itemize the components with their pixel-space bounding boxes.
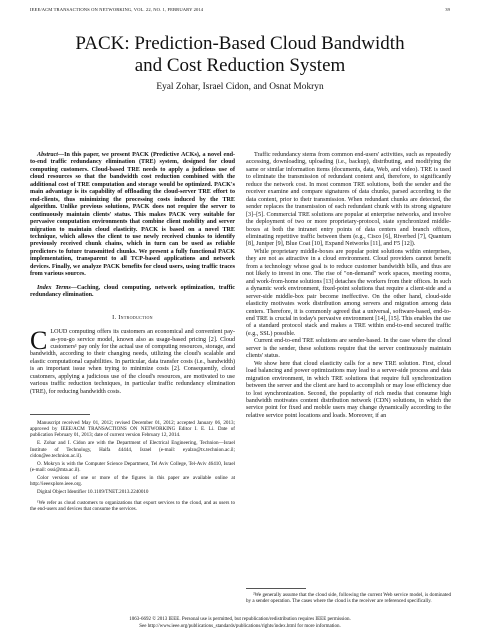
copyright-line: 1063-6692 © 2013 IEEE. Personal use is permitted, but republication/redistribution requires IEEE permission.: [129, 617, 351, 622]
index-terms-text: Caching, cloud computing, network optimization, traffic redundancy elimination.: [30, 284, 235, 299]
copyright-footer: [30, 616, 450, 630]
page-number: 39: [445, 7, 450, 12]
footnote-doi: Digital Object Identifier 10.1109/TNET.2013.2240010: [37, 489, 149, 496]
index-terms-label: Index Terms—: [37, 284, 77, 291]
right-paragraph-2: While proprietary middle-boxes are popular point solutions within enterprises, they are not as attractive in a cloud environment. Cloud providers cannot benefit from a technology whose goal is to reduce customer bandwidth bills, and thus are not likely to invest in one. The rise of "on-demand" work spaces, meeting rooms, and work-from-home solutions [13] detaches the workers from their offices. In such a dynamic work environment, fixed-point solutions that require a client-side and a server-side middle-box pair become ineffective. On the other hand, cloud-side elasticity motivates work distribution among servers and migration among data centers. Therefore, it is commonly agreed that a universal, software-based, end-to-end TRE is crucial in today's pervasive environment [14], [15]. This enables the use of a standard protocol stack and makes a TRE within end-to-end secured traffic (e.g., SSL) possible.: [246, 248, 451, 337]
intro-paragraph: [30, 326, 235, 396]
author-list: Eyal Zohar, Israel Cidon, and Osnat Mokryn: [156, 82, 324, 92]
running-header: [30, 7, 450, 12]
intro-first-word: LOUD: [50, 329, 68, 336]
right-paragraph-1: Traffic redundancy stems from common end-users' activities, such as repeatedly accessing, downloading, uploading (i.e., backup), distributing, and modifying the same or similar information items (documents, data, Web, and video). TRE is used to eliminate the transmission of redundant content and, therefore, to significantly reduce the network cost. In most common TRE solutions, both the sender and the receiver examine and compare signatures of data chunks, parsed according to the data content, prior to their transmission. When redundant chunks are detected, the sender replaces the transmission of each redundant chunk with its strong signature [3]–[5]. Commercial TRE solutions are popular at enterprise networks, and involve the deployment of two or more proprietary-protocol, state synchronized middle-boxes at both the intranet entry points of data centers and branch offices, eliminating repetitive traffic between them (e.g., Cisco [6], Riverbed [7], Quantum [8], Juniper [9], Blue Coat [10], Expand Networks [11], and F5 [12]).: [246, 152, 451, 248]
right-paragraph-4: We show here that cloud elasticity calls for a new TRE solution. First, cloud load balancing and power optimizations may lead to a server-side process and data migration environment, in which TRE solutions that require full synchronization between the server and the client are hard to accomplish or may lose efficiency due to lost synchronization. Second, the popularity of rich media that consume high bandwidth motivates content distribution network (CDN) solutions, in which the service point for fixed and mobile users may change dynamically according to the relative service point locations and loads. Moreover, if an: [246, 360, 451, 419]
footnote-color: Color versions of one or more of the figures in this paper are available online at http://ieeexplore.ieee.org.: [30, 474, 235, 487]
footnote-divider: [30, 414, 90, 415]
right-column: [246, 152, 451, 420]
index-terms: [30, 285, 235, 300]
abstract: [30, 152, 235, 279]
rights-line: See http://www.ieee.org/publications_standards/publications/rights/index.html for more information.: [139, 624, 341, 629]
paper-title: [40, 33, 440, 77]
right-paragraph-3: Current end-to-end TRE solutions are sender-based. In the case where the cloud server is the sender, these solutions require that the server continuously maintain clients' status.: [246, 338, 451, 360]
footnote-cloud-customers: ¹We refer as cloud customers to organizations that export services to the cloud, and as users to the end-users and devices that consume the services.: [30, 500, 235, 513]
footnote-manuscript: Manuscript received May 01, 2012; revised December 01, 2012; accepted January 06, 2013; approved by IEEE/ACM TRANSACTIONS ON NETWORKING Editor I. E. Li. Date of publication February 01, 2013; date of current version February 12, 2014.: [30, 420, 235, 439]
footnote-sender-assumption: ²We generally assume that the cloud side, following the current Web service model, is dominated by a sender operation. The cases where the cloud is the receiver are referenced specifically.: [246, 592, 451, 605]
abstract-label: Abstract—: [37, 152, 65, 158]
abstract-text: In this paper, we present PACK (Predictive ACKs), a novel end-to-end traffic redundancy elimination (TRE) system, designed for cloud computing customers. Cloud-based TRE needs to apply a judicious use of cloud resources so that the bandwidth cost reduction combined with the additional cost of TRE computation and storage would be optimized. PACK's main advantage is its capability of offloading the cloud-server TRE effort to end-clients, thus minimizing the processing costs induced by the TRE algorithm. Unlike previous solutions, PACK does not require the server to continuously maintain clients' status. This makes PACK very suitable for pervasive computation environments that combine client mobility and server migration to maintain cloud elasticity. PACK is based on a novel TRE technique, which allows the client to use newly received chunks to identify previously received chunk chains, which in turn can be used as reliable predictors to future transmitted chunks. We present a fully functional PACK implementation, transparent to all TCP-based applications and network devices. Finally, we analyze PACK benefits for cloud users, using traffic traces from various sources.: [30, 152, 235, 278]
intro-text: computing offers its customers an economical and convenient pay-as-you-go service model, known also as usage-based pricing [2]. Cloud customers¹ pay only for the actual use of computing resources, storage, and bandwidth, according to their changing needs, utilizing the cloud's scalable and elastic computational capabilities. In particular, data transfer costs (i.e., bandwidth) is an important issue when trying to minimize costs [2]. Consequently, cloud customers, applying a judicious use of the cloud's resources, are motivated to use various traffic reduction techniques, in particular traffic redundancy elimination (TRE), for reducing bandwidth costs.: [30, 329, 235, 395]
title-line-1: PACK: Prediction-Based Cloud Bandwidth: [75, 33, 405, 54]
title-line-2: and Cost Reduction System: [134, 55, 346, 76]
right-footnote-block: [246, 588, 451, 606]
section-heading-introduction: I. Introduction: [112, 313, 153, 321]
left-column: [30, 152, 235, 514]
footnote-divider-right: [246, 588, 306, 589]
journal-header: IEEE/ACM TRANSACTIONS ON NETWORKING, VOL. 22, NO. 1, FEBRUARY 2014: [30, 7, 204, 12]
footnote-affiliation-1: E. Zohar and I. Cidon are with the Department of Electrical Engineering, Technion—Israel Institute of Technology, Haifa 44444, Israel (e-mail: eyalzo@tx.technion.ac.il; cidon@ee.technion.ac.il).: [30, 440, 235, 459]
footnote-affiliation-2: O. Mokryn is with the Computer Science Department, Tel Aviv College, Tel-Aviv 46410, Israel (e-mail: ossi@mta.ac.il).: [30, 460, 235, 473]
drop-cap: C: [30, 326, 48, 356]
